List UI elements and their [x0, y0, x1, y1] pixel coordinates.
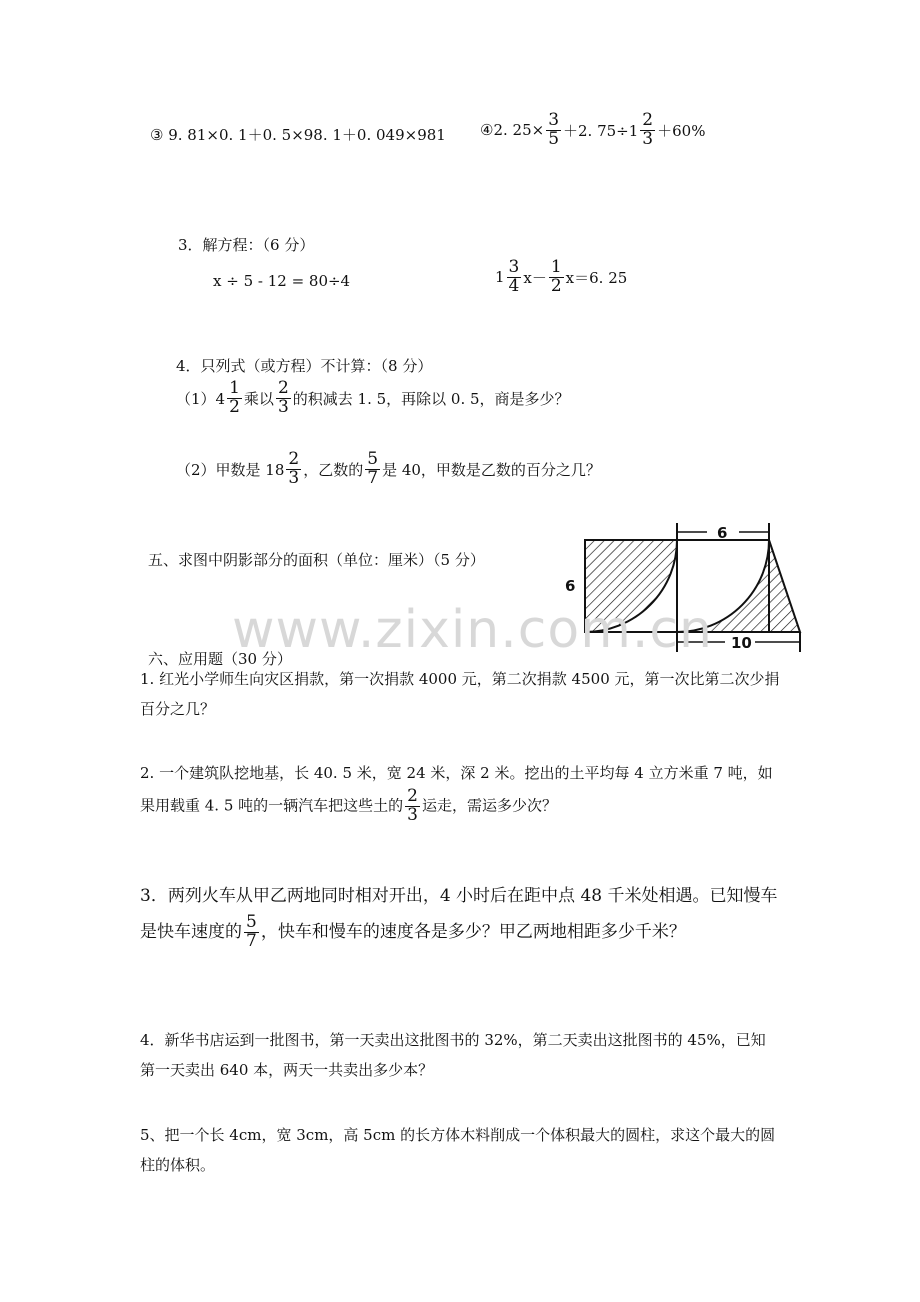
- formula-problem-2: [176, 451, 601, 488]
- calc-problem-4-part-c: ＋60%: [657, 121, 706, 140]
- equation-2: [495, 259, 627, 296]
- calc-problem-4: [480, 112, 705, 149]
- numerator: 2: [642, 110, 654, 130]
- formula-problem-1-part-b: 乘以: [243, 389, 274, 408]
- formula-problem-2-part-c: 是 40，甲数是乙数的百分之几？: [382, 460, 601, 479]
- fraction: [405, 788, 420, 825]
- calc-problem-4-part-a: ④2. 25×: [480, 121, 545, 140]
- fraction: [507, 259, 522, 296]
- numerator: 2: [407, 786, 418, 806]
- denominator: 2: [229, 396, 240, 417]
- denominator: 3: [277, 396, 289, 417]
- denominator: 4: [508, 275, 520, 296]
- watermark: www.zixin.com.cn: [232, 600, 713, 660]
- denominator: 7: [246, 931, 257, 951]
- equation-2-whole: 1: [495, 268, 505, 287]
- numerator: 1: [229, 378, 240, 398]
- calc-problem-4-part-b: ＋2. 75÷1: [563, 121, 639, 140]
- label-left: 6: [565, 577, 576, 595]
- calc-problem-3: ③ 9. 81×0. 1＋0. 5×98. 1＋0. 049×981: [150, 126, 446, 144]
- numerator: 3: [548, 110, 560, 130]
- numerator: 3: [508, 257, 520, 277]
- applied-problem-1: 1. 红光小学师生向灾区捐款，第一次捐款 4000 元，第二次捐款 4500 元，第一次比第二次少捐百分之几？: [140, 670, 780, 718]
- numerator: 1: [550, 257, 562, 277]
- denominator: 7: [367, 467, 379, 488]
- applied-problem-3-part-b: ，快车和慢车的速度各是多少？甲乙两地相距多少千米？: [260, 922, 686, 942]
- denominator: 3: [642, 128, 654, 149]
- fraction: [244, 914, 259, 951]
- numerator: 5: [246, 912, 257, 933]
- denominator: 5: [548, 128, 560, 149]
- area-section-title: 五、求图中阴影部分的面积（单位：厘米）（5 分）: [148, 551, 485, 569]
- formula-problem-2-part-a: （2）甲数是 18: [176, 460, 285, 479]
- numerator: 2: [277, 378, 289, 398]
- formula-problem-2-part-b: ，乙数的: [303, 460, 364, 479]
- denominator: 3: [288, 467, 300, 488]
- applied-problem-2: [140, 758, 780, 825]
- fraction: [286, 451, 301, 488]
- fraction: [276, 380, 291, 417]
- fraction: [365, 451, 380, 488]
- formula-problem-1: [176, 380, 570, 417]
- fraction: [227, 380, 242, 417]
- equation-1: x ÷ 5 - 12 = 80÷4: [213, 272, 351, 290]
- equation-2-end: x＝6. 25: [565, 268, 628, 287]
- fraction: [640, 112, 655, 149]
- denominator: 2: [550, 275, 562, 296]
- fraction: [549, 259, 564, 296]
- label-top: 6: [717, 524, 728, 542]
- applied-section-title: 六、应用题（30 分）: [148, 650, 292, 668]
- numerator: 2: [288, 449, 300, 469]
- equation-2-mid: x－: [523, 268, 547, 287]
- label-bottom: 10: [731, 634, 752, 652]
- applied-problem-3: [140, 878, 780, 951]
- applied-problem-4: 4．新华书店运到一批图书，第一天卖出这批图书的 32%，第二天卖出这批图书的 45%，已知第一天卖出 640 本，两天一共卖出多少本？: [140, 1031, 766, 1079]
- denominator: 3: [407, 804, 418, 825]
- applied-problem-2-part-b: 运走，需运多少次？: [422, 796, 558, 815]
- formula-section-title: 4．只列式（或方程）不计算：（8 分）: [176, 357, 433, 375]
- applied-problem-3-part-a: 3．两列火车从甲乙两地同时相对开出，4 小时后在距中点 48 千米处相遇。已知慢车是快车速度的: [140, 886, 778, 942]
- numerator: 5: [367, 449, 379, 469]
- applied-problem-5: 5、把一个长 4cm，宽 3cm，高 5cm 的长方体木料削成一个体积最大的圆柱，求这个最大的圆柱的体积。: [140, 1126, 776, 1174]
- equations-title: 3．解方程：（6 分）: [178, 236, 315, 254]
- fraction: [546, 112, 561, 149]
- formula-problem-1-part-c: 的积减去 1. 5，再除以 0. 5，商是多少？: [292, 389, 570, 408]
- formula-problem-1-part-a: （1）4: [176, 389, 226, 408]
- applied-problem-2-part-a: 2. 一个建筑队挖地基，长 40. 5 米，宽 24 米，深 2 米。挖出的土平均每 4 立方米重 7 吨，如果用载重 4. 5 吨的一辆汽车把这些土的: [140, 764, 773, 815]
